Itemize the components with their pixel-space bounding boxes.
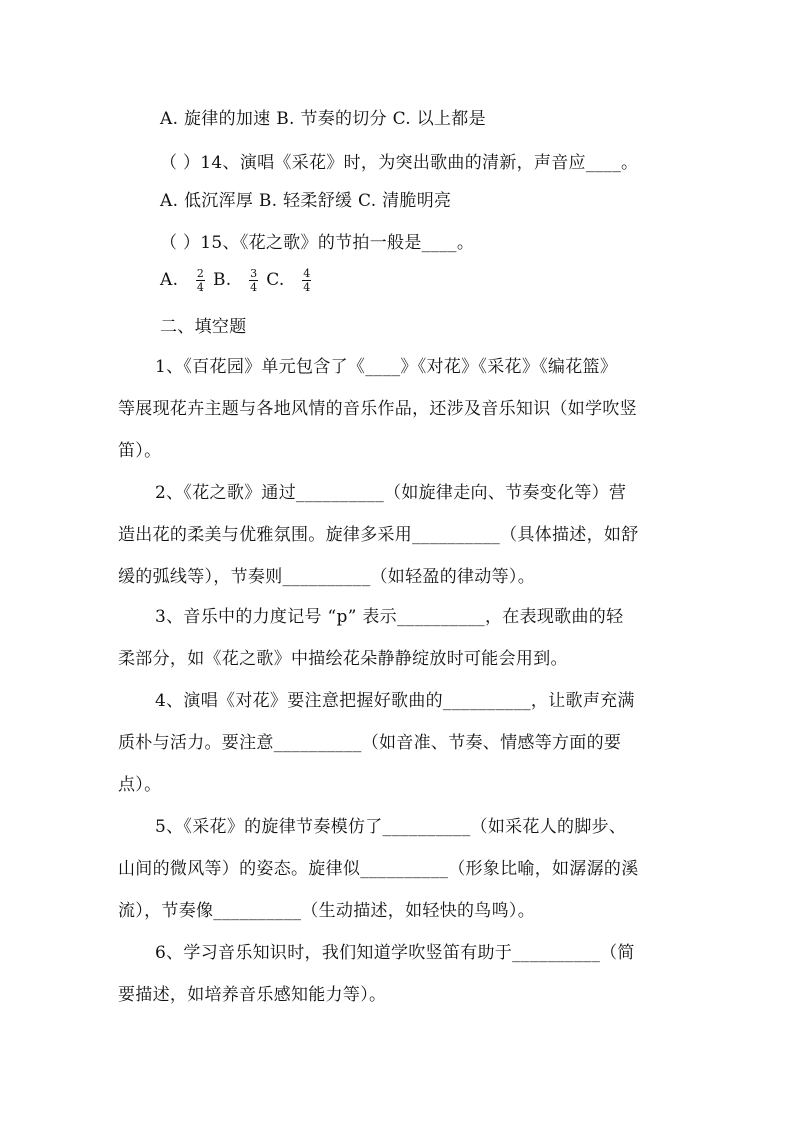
fill-blank-2-line-2: 造出花的柔美与优雅氛围。旋律多采用__________（具体描述，如舒 (118, 525, 639, 545)
fill-blank-1-line-2: 等展现花卉主题与各地风情的音乐作品，还涉及音乐知识（如学吹竖 (118, 399, 637, 419)
fill-blank-3-line-1: 3、音乐中的力度记号 “p” 表示__________，在表现歌曲的轻 (155, 607, 624, 627)
q15-option-a-label: A. (160, 270, 179, 290)
fill-blank-2-line-1: 2、《花之歌》通过__________（如旋律走向、节奏变化等）营 (155, 483, 627, 503)
fraction-denominator: 4 (303, 281, 311, 294)
fill-blank-2-line-3: 缓的弧线等），节奏则__________（如轻盈的律动等）。 (118, 567, 535, 587)
fill-blank-6-line-1: 6、学习音乐知识时，我们知道学吹竖笛有助于__________（简 (155, 943, 635, 963)
fill-blank-1-line-3: 笛）。 (118, 441, 162, 461)
q13-options: A. 旋律的加速 B. 节奏的切分 C. 以上都是 (160, 109, 486, 129)
time-signature-4-4 (302, 268, 311, 293)
fraction-denominator: 4 (196, 281, 205, 294)
q15-question: （ ）15、《花之歌》的节拍一般是____。 (160, 233, 475, 253)
q15-option-b-label: B. (213, 270, 232, 290)
fraction-denominator: 4 (250, 281, 258, 294)
fill-blank-6-line-2: 要描述，如培养音乐感知能力等）。 (118, 985, 387, 1005)
fraction-numerator: 4 (303, 267, 311, 280)
fraction-numerator: 3 (250, 267, 258, 280)
fill-blank-4-line-1: 4、演唱《对花》要注意把握好歌曲的__________，让歌声充满 (155, 691, 635, 711)
fill-blank-4-line-2: 质朴与活力。要注意__________（如音准、节奏、情感等方面的要 (118, 733, 622, 753)
q15-option-c-label: C. (266, 270, 285, 290)
time-signature-2-4 (196, 268, 205, 293)
fill-blank-5-line-1: 5、《采花》的旋律节奏模仿了__________（如采花人的脚步、 (155, 817, 627, 837)
fill-blank-3-line-2: 柔部分，如《花之歌》中描绘花朵静静绽放时可能会用到。 (118, 649, 568, 669)
q14-options: A. 低沉浑厚 B. 轻柔舒缓 C. 清脆明亮 (160, 191, 452, 211)
fraction-numerator: 2 (196, 267, 205, 280)
q14-question: （ ）14、演唱《采花》时，为突出歌曲的清新，声音应____。 (160, 153, 639, 173)
section-heading: 二、填空题 (160, 317, 247, 337)
fill-blank-5-line-3: 流），节奏像__________（生动描述，如轻快的鸟鸣）。 (118, 901, 535, 921)
fill-blank-4-line-3: 点）。 (118, 775, 162, 795)
fill-blank-1-line-1: 1、《百花园》单元包含了《____》《对花》《采花》《编花篮》 (155, 357, 618, 377)
fill-blank-5-line-2: 山间的微风等）的姿态。旋律似__________（形象比喻，如潺潺的溪 (118, 859, 639, 879)
time-signature-3-4 (249, 268, 258, 293)
q15-options (160, 268, 730, 293)
